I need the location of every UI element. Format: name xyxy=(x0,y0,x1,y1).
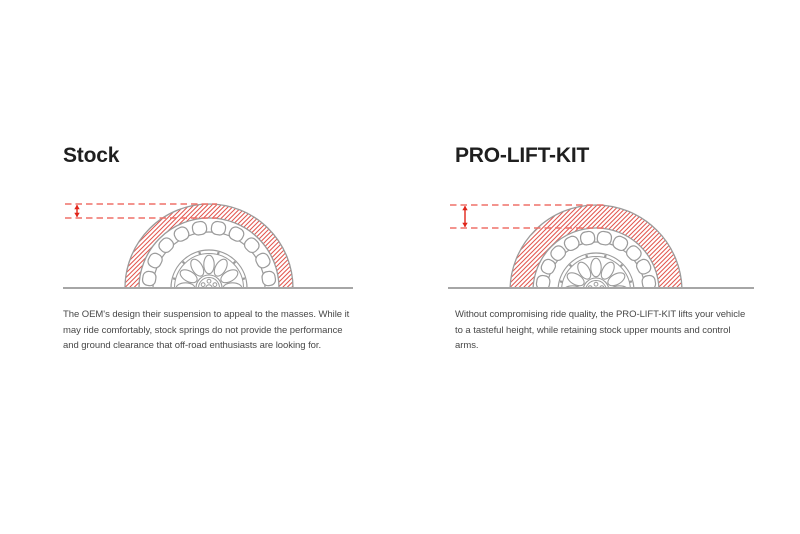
pro-lift-kit-description-line: to a tasteful height, while retaining stock upper mounts and control xyxy=(455,324,731,336)
pro-lift-kit-panel-title: PRO-LIFT-KIT xyxy=(455,144,590,167)
pro-lift-kit-description xyxy=(455,307,745,354)
gap-dimension-arrow xyxy=(74,205,79,218)
stock-description-line: The OEM's design their suspension to appeal to the masses. While it xyxy=(63,309,350,320)
wheel-assembly xyxy=(125,204,293,292)
pro-lift-kit-wheel-fender-illustration xyxy=(448,192,768,292)
wheel-assembly xyxy=(510,205,682,292)
pro-lift-kit-panel xyxy=(448,140,778,390)
stock-description-line: and ground clearance that off-road enthusiasts are looking for. xyxy=(63,340,322,351)
stock-description xyxy=(63,307,349,354)
stock-panel-title: Stock xyxy=(63,144,120,167)
stock-panel xyxy=(63,140,393,390)
stock-wheel-fender-illustration xyxy=(63,192,383,292)
gap-dimension-arrow xyxy=(462,206,467,228)
pro-lift-kit-description-line: arms. xyxy=(455,340,479,351)
stock-description-line: may ride comfortably, stock springs do not provide the performance xyxy=(63,324,343,336)
pro-lift-kit-description-line: Without compromising ride quality, the PRO-LIFT-KIT lifts your vehicle xyxy=(455,309,746,320)
